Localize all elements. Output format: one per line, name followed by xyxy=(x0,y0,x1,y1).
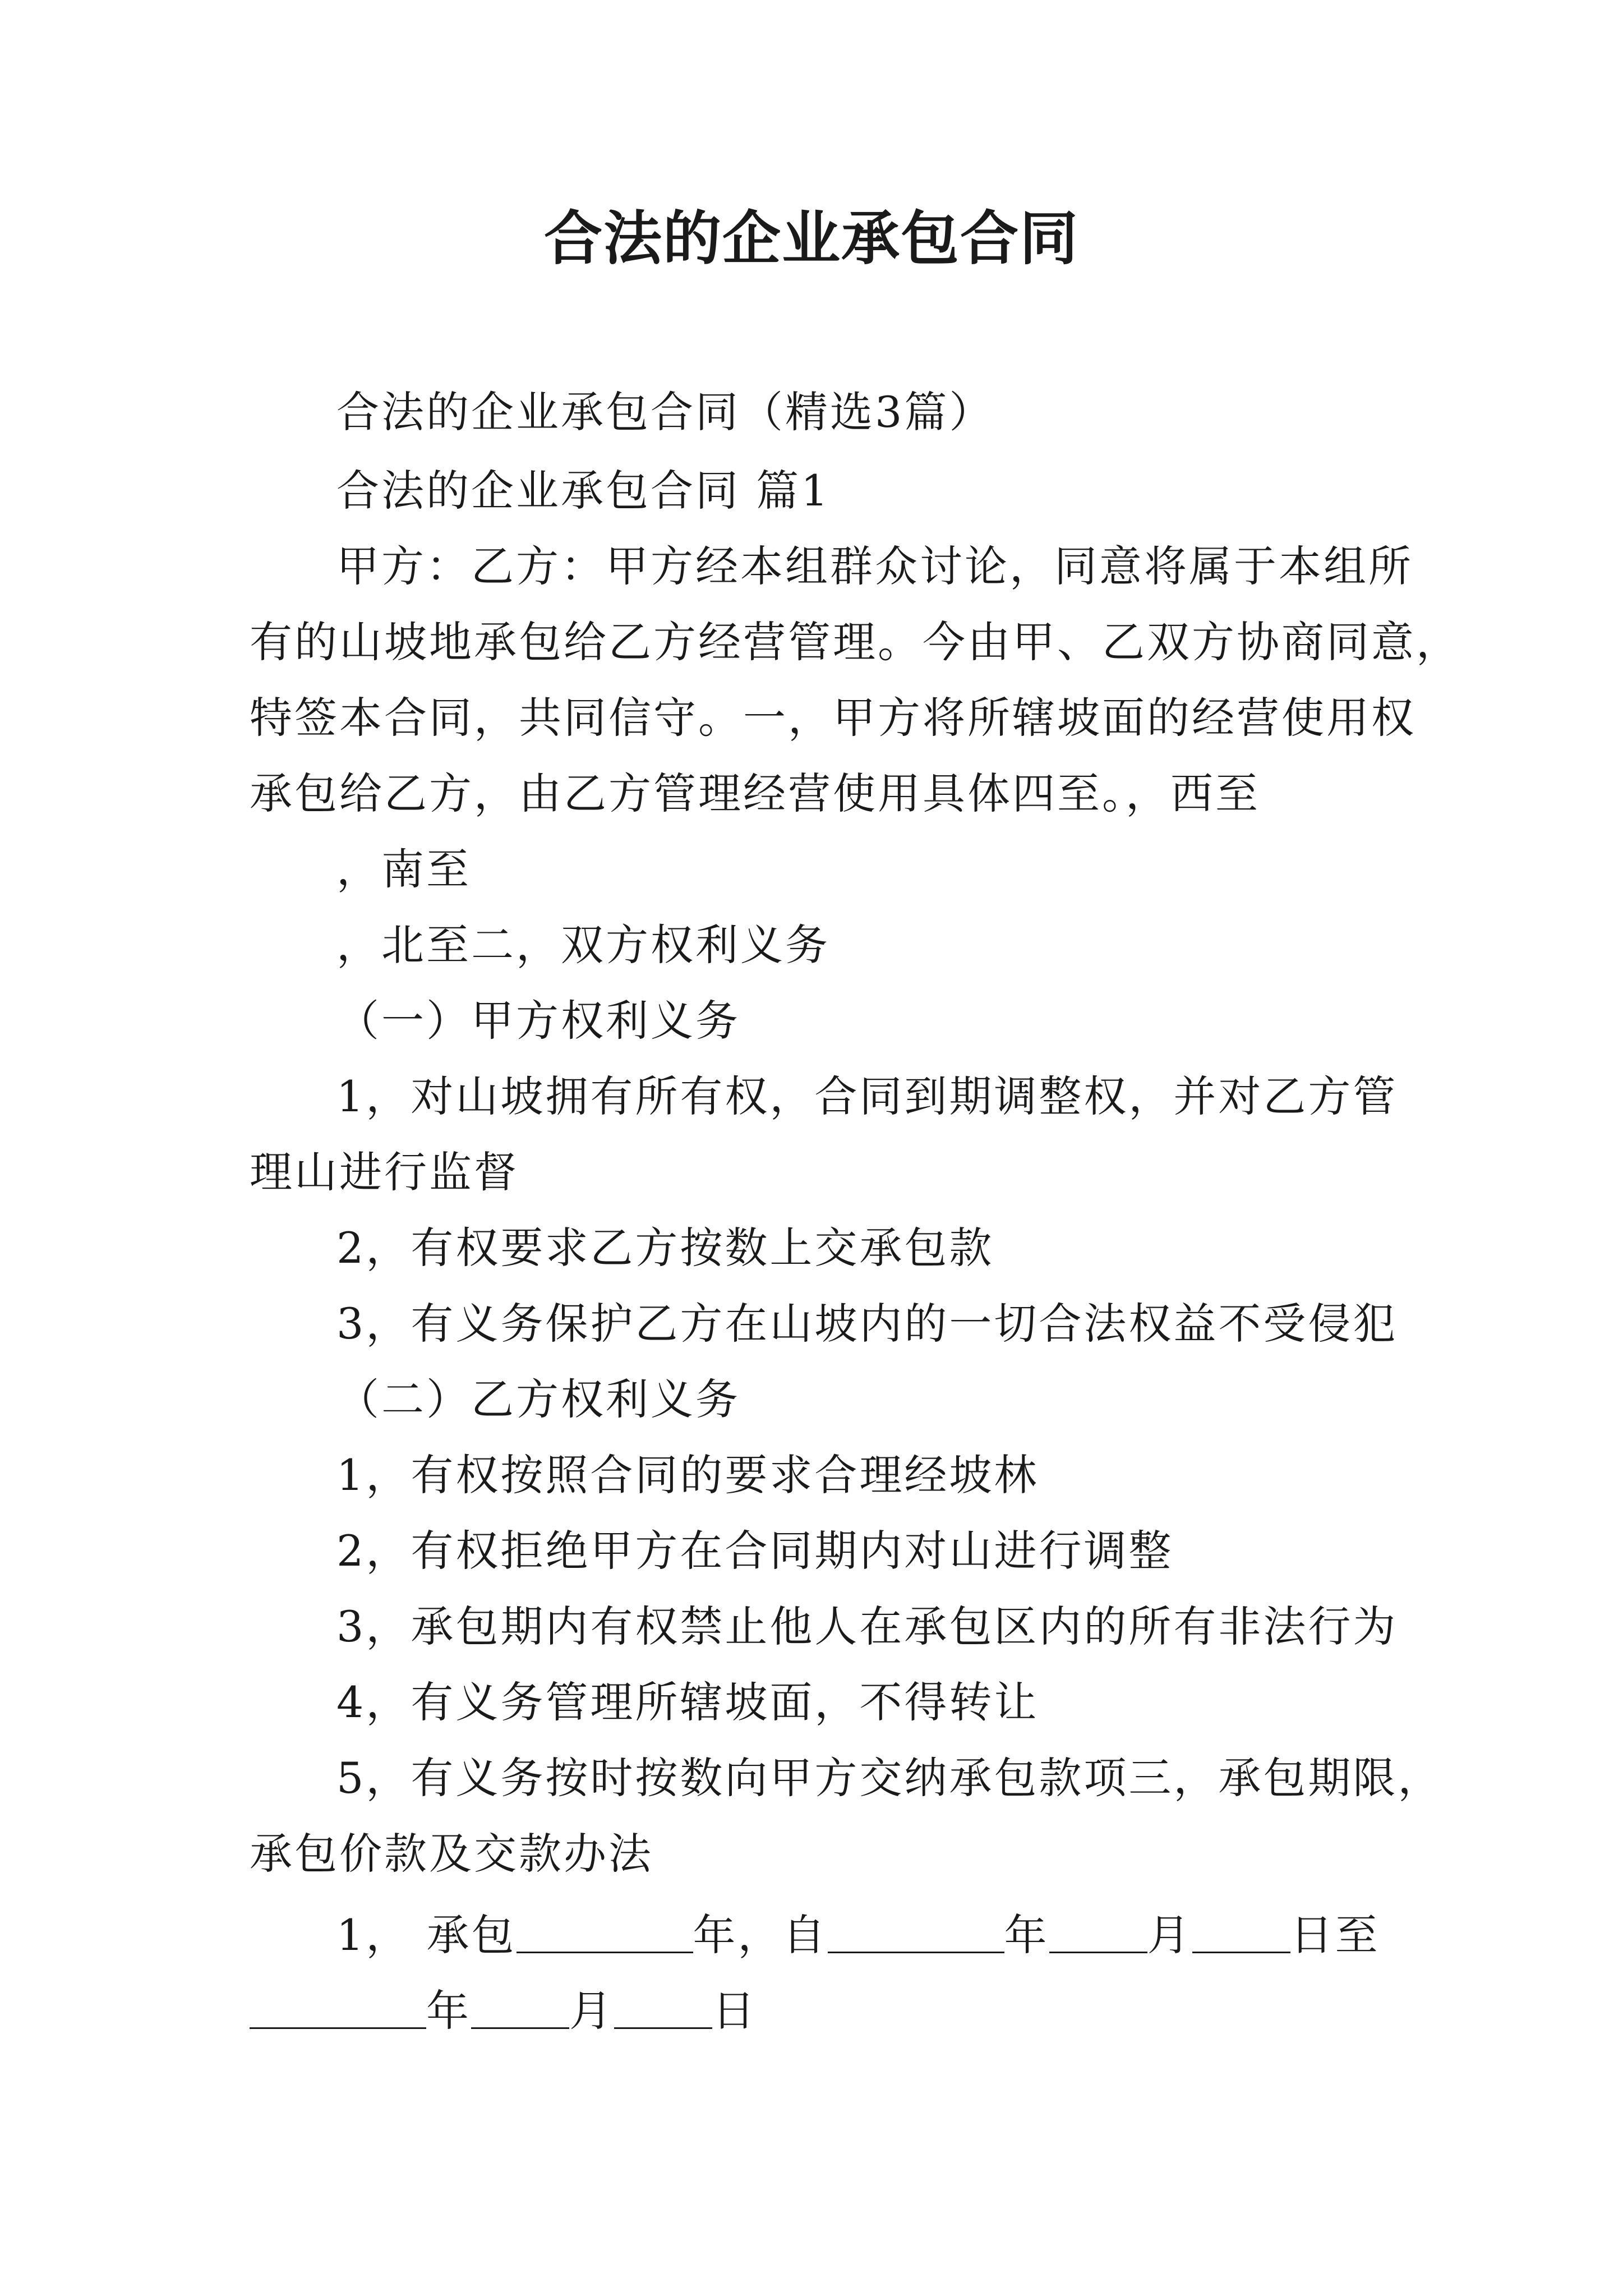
section-heading: 合法的企业承包合同 篇1 xyxy=(336,466,831,516)
subsection-heading: （一）甲方权利义务 xyxy=(336,996,740,1046)
paragraph-line: ，南至 xyxy=(336,844,471,894)
term-word: 日 xyxy=(712,1986,757,2036)
list-item-continued: 承包价款及交款办法 xyxy=(250,1829,653,1879)
list-item: 3，有义务保护乙方在山坡内的一切合法权益不受侵犯 xyxy=(336,1299,1398,1349)
paragraph-line: 有的山坡地承包给乙方经营管理。今由甲、乙双方协商同意， xyxy=(250,617,1461,667)
blank-start-year xyxy=(828,1912,1004,1953)
list-item: 1，有权按照合同的要求合理经坡林 xyxy=(336,1450,1039,1500)
blank-end-year xyxy=(250,1988,426,2029)
term-word: 年 xyxy=(1004,1910,1049,1960)
term-word: 承包 xyxy=(426,1910,517,1960)
term-word: 年 xyxy=(426,1986,471,2036)
term-word: 月 xyxy=(569,1986,614,2036)
blank-start-day xyxy=(1192,1912,1290,1953)
term-word: 年，自 xyxy=(693,1910,828,1960)
term-word: 日至 xyxy=(1290,1910,1380,1960)
list-item-continued: 理山进行监督 xyxy=(250,1147,519,1197)
paragraph-line: 特签本合同，共同信守。一，甲方将所辖坡面的经营使用权 xyxy=(250,693,1416,743)
blank-end-day xyxy=(614,1988,712,2029)
blank-years xyxy=(517,1912,693,1953)
paragraph-line: ，北至二，双方权利义务 xyxy=(336,920,830,970)
list-item: 2，有权要求乙方按数上交承包款 xyxy=(336,1223,994,1273)
subsection-heading: （二）乙方权利义务 xyxy=(336,1374,740,1424)
term-line xyxy=(336,1907,1380,1963)
document-subtitle: 合法的企业承包合同（精选3篇） xyxy=(336,387,994,437)
blank-end-month xyxy=(471,1988,569,2029)
list-item: 1，对山坡拥有所有权，合同到期调整权，并对乙方管 xyxy=(336,1071,1398,1121)
term-line-continued xyxy=(250,1983,757,2039)
paragraph-line: 承包给乙方，由乙方管理经营使用具体四至。，西至 xyxy=(250,769,1260,818)
list-item: 4，有义务管理所辖坡面，不得转让 xyxy=(336,1677,1039,1727)
document-title: 合法的企业承包合同 xyxy=(543,204,1079,273)
paragraph-line: 甲方：乙方：甲方经本组群众讨论，同意将属于本组所 xyxy=(336,541,1413,591)
term-word: 月 xyxy=(1147,1910,1192,1960)
list-item: 2，有权拒绝甲方在合同期内对山进行调整 xyxy=(336,1526,1174,1576)
term-number: 1， xyxy=(336,1910,411,1960)
list-item: 3，承包期内有权禁止他人在承包区内的所有非法行为 xyxy=(336,1602,1398,1651)
list-item: 5，有义务按时按数向甲方交纳承包款项三，承包期限， xyxy=(336,1753,1443,1803)
blank-start-month xyxy=(1049,1912,1147,1953)
